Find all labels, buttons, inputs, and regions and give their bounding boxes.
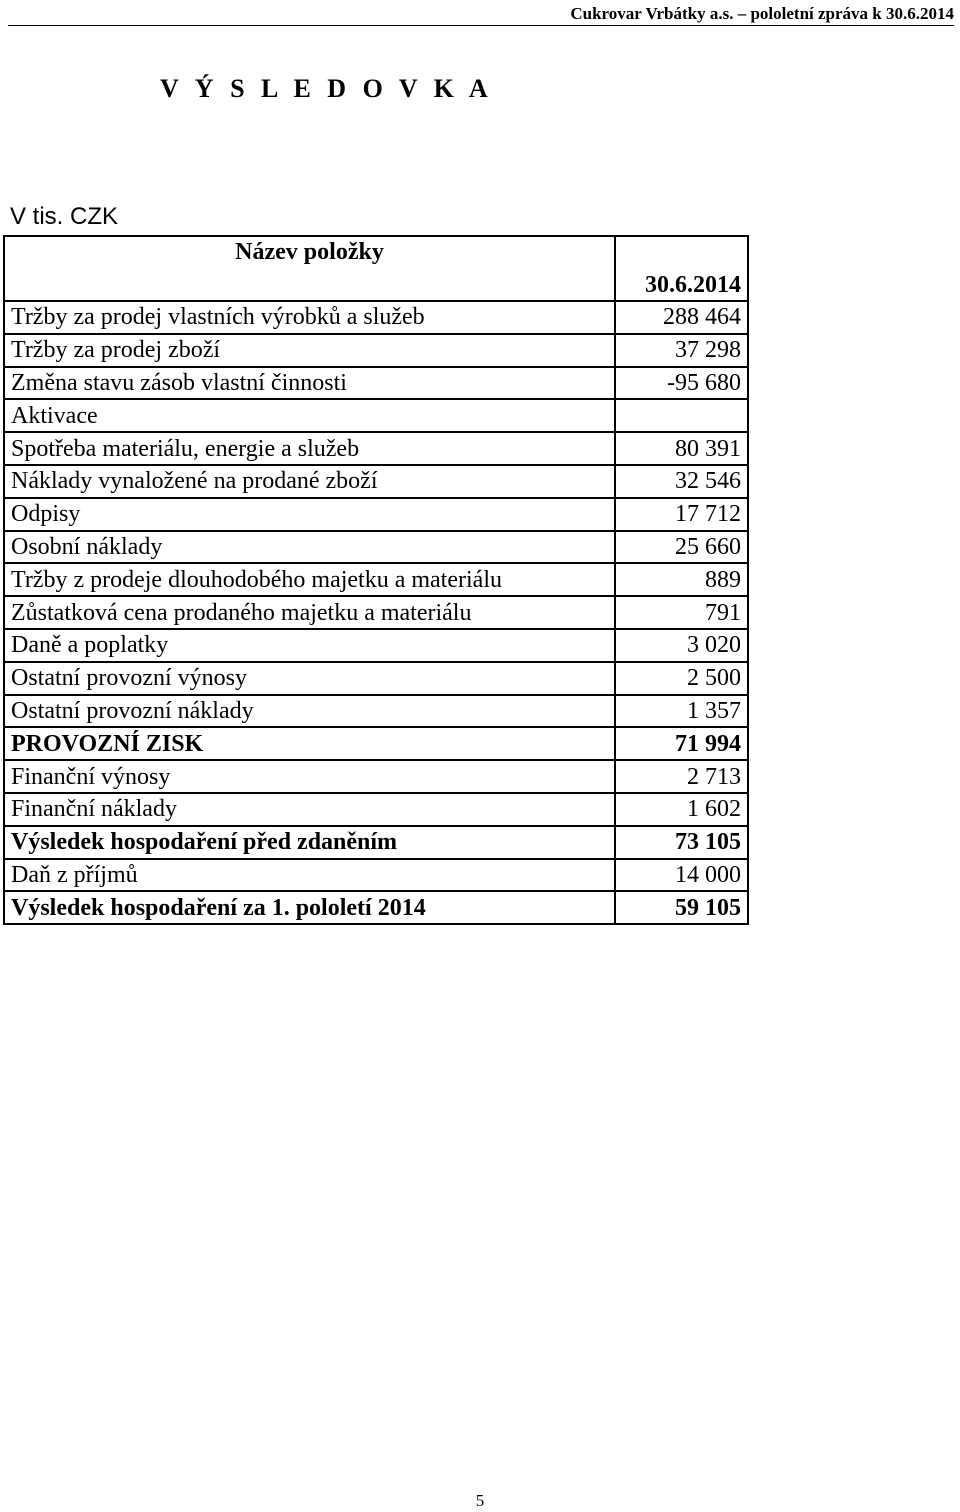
item-name-header: Název položky (4, 236, 615, 301)
row-label: Změna stavu zásob vlastní činnosti (4, 367, 615, 400)
table-row (4, 695, 748, 728)
table-row (4, 465, 748, 498)
row-value: 59 105 (615, 891, 748, 924)
income-statement-table (3, 235, 749, 925)
table-row (4, 367, 748, 400)
row-value: 25 660 (615, 531, 748, 564)
table-row (4, 399, 748, 432)
row-value: 14 000 (615, 859, 748, 892)
page-header: Cukrovar Vrbátky a.s. – pololetní zpráva k 30.6.2014 (570, 4, 954, 23)
date-header: 30.6.2014 (615, 236, 748, 301)
table-row (4, 301, 748, 334)
row-value: 2 500 (615, 662, 748, 695)
row-label: Tržby za prodej vlastních výrobků a služeb (4, 301, 615, 334)
row-value: -95 680 (615, 367, 748, 400)
row-label: Odpisy (4, 498, 615, 531)
row-label: Výsledek hospodaření za 1. pololetí 2014 (4, 891, 615, 924)
table-header-row (4, 236, 748, 301)
table-row (4, 727, 748, 760)
row-label: Tržby z prodeje dlouhodobého majetku a materiálu (4, 563, 615, 596)
row-label: Daň z příjmů (4, 859, 615, 892)
row-label: Výsledek hospodaření před zdaněním (4, 826, 615, 859)
row-value: 791 (615, 596, 748, 629)
row-label: PROVOZNÍ ZISK (4, 727, 615, 760)
row-label: Ostatní provozní náklady (4, 695, 615, 728)
row-value: 1 602 (615, 793, 748, 826)
row-label: Daně a poplatky (4, 629, 615, 662)
units-label: V tis. CZK (10, 203, 119, 230)
row-label: Osobní náklady (4, 531, 615, 564)
table-row (4, 793, 748, 826)
row-value: 889 (615, 563, 748, 596)
row-value: 1 357 (615, 695, 748, 728)
table-row (4, 596, 748, 629)
table-row (4, 891, 748, 924)
row-value: 32 546 (615, 465, 748, 498)
row-label: Finanční náklady (4, 793, 615, 826)
row-value: 71 994 (615, 727, 748, 760)
row-value: 2 713 (615, 760, 748, 793)
table-row (4, 859, 748, 892)
row-value: 17 712 (615, 498, 748, 531)
row-label: Zůstatková cena prodaného majetku a materiálu (4, 596, 615, 629)
page-title: V Ý S L E D O V K A (160, 74, 493, 103)
header-rule (8, 25, 954, 26)
row-label: Náklady vynaložené na prodané zboží (4, 465, 615, 498)
row-label: Finanční výnosy (4, 760, 615, 793)
table-row (4, 432, 748, 465)
table-row (4, 826, 748, 859)
table-row (4, 334, 748, 367)
row-value (615, 399, 748, 432)
table-row (4, 760, 748, 793)
row-label: Spotřeba materiálu, energie a služeb (4, 432, 615, 465)
row-label: Tržby za prodej zboží (4, 334, 615, 367)
row-label: Aktivace (4, 399, 615, 432)
row-value: 73 105 (615, 826, 748, 859)
page-number: 5 (475, 1491, 485, 1510)
row-value: 288 464 (615, 301, 748, 334)
table-row (4, 629, 748, 662)
row-value: 3 020 (615, 629, 748, 662)
table-row (4, 498, 748, 531)
row-label: Ostatní provozní výnosy (4, 662, 615, 695)
table-row (4, 563, 748, 596)
row-value: 80 391 (615, 432, 748, 465)
table-row (4, 531, 748, 564)
table-row (4, 662, 748, 695)
row-value: 37 298 (615, 334, 748, 367)
